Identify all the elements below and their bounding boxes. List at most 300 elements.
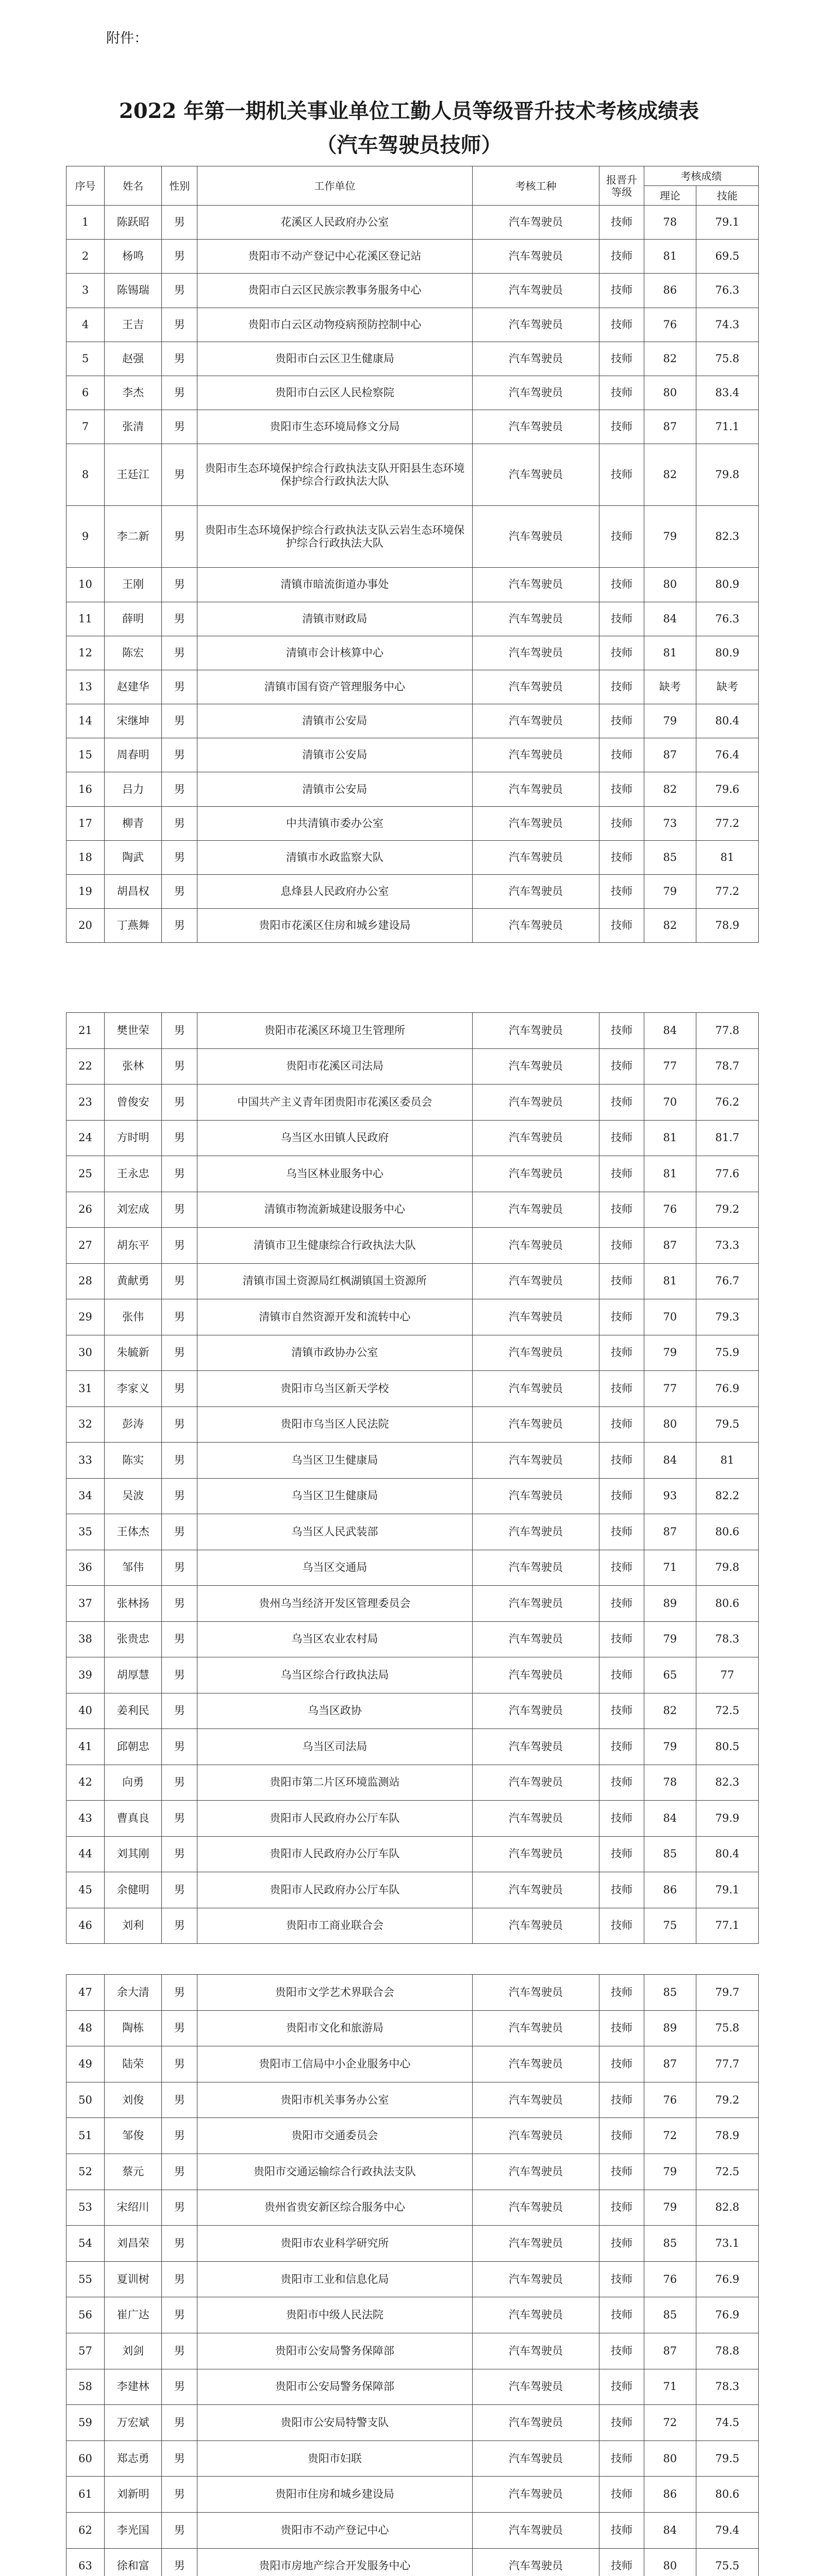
cell-seq: 49 bbox=[66, 2046, 105, 2082]
cell-name: 邹俊 bbox=[105, 2118, 162, 2154]
cell-theory: 80 bbox=[644, 2548, 696, 2576]
cell-theory: 89 bbox=[644, 1586, 696, 1622]
cell-skill: 76.3 bbox=[696, 602, 759, 636]
table-row bbox=[66, 1478, 759, 1514]
table-row bbox=[66, 2405, 759, 2441]
cell-gender: 男 bbox=[162, 1048, 197, 1084]
cell-level: 技师 bbox=[599, 1514, 644, 1550]
cell-seq: 34 bbox=[66, 1478, 105, 1514]
cell-seq: 39 bbox=[66, 1657, 105, 1693]
cell-level: 技师 bbox=[599, 772, 644, 806]
header-scores: 考核成绩 bbox=[644, 166, 758, 186]
cell-skill: 71.1 bbox=[696, 410, 759, 444]
cell-theory: 76 bbox=[644, 2261, 696, 2297]
table-row bbox=[66, 738, 759, 772]
cell-unit: 乌当区水田镇人民政府 bbox=[197, 1120, 472, 1156]
cell-skill: 78.8 bbox=[696, 2333, 759, 2369]
cell-gender: 男 bbox=[162, 2512, 197, 2548]
cell-name: 崔广达 bbox=[105, 2297, 162, 2333]
cell-type: 汽车驾驶员 bbox=[472, 2190, 599, 2226]
cell-type: 汽车驾驶员 bbox=[472, 1586, 599, 1622]
cell-skill: 69.5 bbox=[696, 240, 759, 274]
cell-name: 余健明 bbox=[105, 1872, 162, 1908]
cell-skill: 81 bbox=[696, 840, 759, 874]
cell-type: 汽车驾驶员 bbox=[472, 909, 599, 943]
cell-seq: 59 bbox=[66, 2405, 105, 2441]
cell-seq: 42 bbox=[66, 1765, 105, 1801]
cell-unit: 贵阳市生态环境保护综合行政执法支队开阳县生态环境保护综合行政执法大队 bbox=[197, 444, 472, 506]
table-row bbox=[66, 240, 759, 274]
cell-name: 胡昌权 bbox=[105, 875, 162, 909]
cell-unit: 贵阳市住房和城乡建设局 bbox=[197, 2477, 472, 2513]
header-seq: 序号 bbox=[66, 166, 105, 206]
cell-seq: 55 bbox=[66, 2261, 105, 2297]
cell-theory: 缺考 bbox=[644, 670, 696, 704]
cell-level: 技师 bbox=[599, 738, 644, 772]
table-row bbox=[66, 1013, 759, 1049]
cell-level: 技师 bbox=[599, 2477, 644, 2513]
cell-level: 技师 bbox=[599, 240, 644, 274]
cell-theory: 86 bbox=[644, 274, 696, 308]
cell-gender: 男 bbox=[162, 206, 197, 240]
header-theory: 理论 bbox=[644, 186, 696, 206]
cell-seq: 7 bbox=[66, 410, 105, 444]
cell-unit: 贵阳市交通委员会 bbox=[197, 2118, 472, 2154]
cell-seq: 9 bbox=[66, 506, 105, 568]
cell-unit: 贵阳市白云区卫生健康局 bbox=[197, 342, 472, 376]
cell-type: 汽车驾驶员 bbox=[472, 206, 599, 240]
cell-theory: 85 bbox=[644, 2297, 696, 2333]
cell-skill: 79.2 bbox=[696, 2082, 759, 2118]
cell-type: 汽车驾驶员 bbox=[472, 875, 599, 909]
cell-name: 陶武 bbox=[105, 840, 162, 874]
cell-unit: 清镇市财政局 bbox=[197, 602, 472, 636]
cell-unit: 清镇市水政监察大队 bbox=[197, 840, 472, 874]
cell-unit: 贵阳市乌当区人民法院 bbox=[197, 1406, 472, 1443]
cell-theory: 77 bbox=[644, 1371, 696, 1407]
cell-level: 技师 bbox=[599, 1765, 644, 1801]
cell-unit: 清镇市物流新城建设服务中心 bbox=[197, 1192, 472, 1228]
cell-gender: 男 bbox=[162, 2010, 197, 2046]
cell-seq: 56 bbox=[66, 2297, 105, 2333]
cell-type: 汽车驾驶员 bbox=[472, 568, 599, 602]
cell-theory: 85 bbox=[644, 1975, 696, 2011]
cell-type: 汽车驾驶员 bbox=[472, 2297, 599, 2333]
cell-type: 汽车驾驶员 bbox=[472, 1836, 599, 1872]
attachment-label: 附件： bbox=[106, 30, 148, 46]
cell-gender: 男 bbox=[162, 240, 197, 274]
cell-unit: 贵阳市公安局警务保障部 bbox=[197, 2369, 472, 2405]
cell-unit: 乌当区卫生健康局 bbox=[197, 1478, 472, 1514]
cell-theory: 80 bbox=[644, 1406, 696, 1443]
cell-theory: 72 bbox=[644, 2118, 696, 2154]
table-row bbox=[66, 2010, 759, 2046]
cell-theory: 87 bbox=[644, 1514, 696, 1550]
cell-seq: 19 bbox=[66, 875, 105, 909]
table-row bbox=[66, 1621, 759, 1657]
cell-skill: 82.3 bbox=[696, 1765, 759, 1801]
cell-skill: 78.7 bbox=[696, 1048, 759, 1084]
cell-seq: 35 bbox=[66, 1514, 105, 1550]
cell-name: 李杰 bbox=[105, 376, 162, 410]
cell-name: 薛明 bbox=[105, 602, 162, 636]
cell-name: 赵强 bbox=[105, 342, 162, 376]
cell-name: 张林 bbox=[105, 1048, 162, 1084]
cell-type: 汽车驾驶员 bbox=[472, 1693, 599, 1729]
cell-skill: 83.4 bbox=[696, 376, 759, 410]
cell-level: 技师 bbox=[599, 1299, 644, 1335]
cell-seq: 45 bbox=[66, 1872, 105, 1908]
cell-name: 宋绍川 bbox=[105, 2190, 162, 2226]
cell-type: 汽车驾驶员 bbox=[472, 2154, 599, 2190]
cell-unit: 乌当区林业服务中心 bbox=[197, 1156, 472, 1192]
cell-seq: 47 bbox=[66, 1975, 105, 2011]
cell-skill: 73.3 bbox=[696, 1228, 759, 1264]
cell-gender: 男 bbox=[162, 2190, 197, 2226]
cell-skill: 77.1 bbox=[696, 1908, 759, 1944]
cell-skill: 79.9 bbox=[696, 1801, 759, 1837]
cell-theory: 79 bbox=[644, 1621, 696, 1657]
cell-gender: 男 bbox=[162, 1228, 197, 1264]
cell-seq: 1 bbox=[66, 206, 105, 240]
cell-level: 技师 bbox=[599, 1048, 644, 1084]
cell-unit: 贵州乌当经济开发区管理委员会 bbox=[197, 1586, 472, 1622]
cell-skill: 80.6 bbox=[696, 1586, 759, 1622]
cell-name: 刘其刚 bbox=[105, 1836, 162, 1872]
cell-type: 汽车驾驶员 bbox=[472, 840, 599, 874]
cell-level: 技师 bbox=[599, 1586, 644, 1622]
cell-unit: 贵阳市文学艺术界联合会 bbox=[197, 1975, 472, 2011]
table-row bbox=[66, 2512, 759, 2548]
cell-type: 汽车驾驶员 bbox=[472, 636, 599, 670]
cell-level: 技师 bbox=[599, 704, 644, 738]
cell-level: 技师 bbox=[599, 1693, 644, 1729]
cell-unit: 乌当区交通局 bbox=[197, 1550, 472, 1586]
cell-theory: 80 bbox=[644, 376, 696, 410]
cell-theory: 78 bbox=[644, 1765, 696, 1801]
cell-skill: 82.3 bbox=[696, 506, 759, 568]
cell-gender: 男 bbox=[162, 1013, 197, 1049]
cell-seq: 52 bbox=[66, 2154, 105, 2190]
cell-level: 技师 bbox=[599, 1975, 644, 2011]
cell-theory: 89 bbox=[644, 2010, 696, 2046]
cell-skill: 80.5 bbox=[696, 1729, 759, 1765]
table-row bbox=[66, 1048, 759, 1084]
cell-level: 技师 bbox=[599, 1228, 644, 1264]
header-name: 姓名 bbox=[105, 166, 162, 206]
cell-unit: 贵阳市农业科学研究所 bbox=[197, 2226, 472, 2262]
cell-level: 技师 bbox=[599, 2010, 644, 2046]
cell-name: 周春明 bbox=[105, 738, 162, 772]
cell-gender: 男 bbox=[162, 2046, 197, 2082]
cell-level: 技师 bbox=[599, 840, 644, 874]
table-row bbox=[66, 1156, 759, 1192]
cell-name: 吴波 bbox=[105, 1478, 162, 1514]
table-row bbox=[66, 206, 759, 240]
score-table-page-2 bbox=[66, 1012, 759, 1944]
cell-type: 汽车驾驶员 bbox=[472, 1908, 599, 1944]
header-gender: 性别 bbox=[162, 166, 197, 206]
cell-skill: 82.8 bbox=[696, 2190, 759, 2226]
cell-type: 汽车驾驶员 bbox=[472, 1406, 599, 1443]
cell-type: 汽车驾驶员 bbox=[472, 1550, 599, 1586]
table-row bbox=[66, 2190, 759, 2226]
cell-level: 技师 bbox=[599, 1371, 644, 1407]
cell-level: 技师 bbox=[599, 1550, 644, 1586]
cell-gender: 男 bbox=[162, 1657, 197, 1693]
cell-theory: 85 bbox=[644, 2226, 696, 2262]
cell-skill: 79.8 bbox=[696, 444, 759, 506]
cell-skill: 75.8 bbox=[696, 2010, 759, 2046]
table-row bbox=[66, 1836, 759, 1872]
cell-level: 技师 bbox=[599, 1263, 644, 1299]
cell-type: 汽车驾驶员 bbox=[472, 1443, 599, 1479]
cell-skill: 74.3 bbox=[696, 308, 759, 342]
cell-gender: 男 bbox=[162, 342, 197, 376]
cell-theory: 82 bbox=[644, 909, 696, 943]
cell-theory: 77 bbox=[644, 1048, 696, 1084]
cell-theory: 79 bbox=[644, 2154, 696, 2190]
cell-seq: 3 bbox=[66, 274, 105, 308]
cell-level: 技师 bbox=[599, 806, 644, 840]
cell-type: 汽车驾驶员 bbox=[472, 506, 599, 568]
cell-type: 汽车驾驶员 bbox=[472, 1192, 599, 1228]
cell-unit: 贵阳市不动产登记中心 bbox=[197, 2512, 472, 2548]
cell-gender: 男 bbox=[162, 2154, 197, 2190]
page-subtitle: （汽车驾驶员技师） bbox=[316, 133, 502, 157]
cell-theory: 79 bbox=[644, 1729, 696, 1765]
cell-theory: 85 bbox=[644, 840, 696, 874]
cell-type: 汽车驾驶员 bbox=[472, 2441, 599, 2477]
cell-theory: 82 bbox=[644, 342, 696, 376]
table-row bbox=[66, 1228, 759, 1264]
cell-skill: 76.7 bbox=[696, 1263, 759, 1299]
cell-skill: 79.2 bbox=[696, 1192, 759, 1228]
cell-gender: 男 bbox=[162, 1908, 197, 1944]
cell-gender: 男 bbox=[162, 2297, 197, 2333]
cell-type: 汽车驾驶员 bbox=[472, 806, 599, 840]
cell-gender: 男 bbox=[162, 738, 197, 772]
cell-type: 汽车驾驶员 bbox=[472, 342, 599, 376]
cell-skill: 78.3 bbox=[696, 1621, 759, 1657]
cell-name: 王刚 bbox=[105, 568, 162, 602]
cell-theory: 85 bbox=[644, 1836, 696, 1872]
cell-type: 汽车驾驶员 bbox=[472, 274, 599, 308]
table-row bbox=[66, 1801, 759, 1837]
cell-level: 技师 bbox=[599, 2548, 644, 2576]
cell-name: 姜利民 bbox=[105, 1693, 162, 1729]
cell-skill: 79.7 bbox=[696, 1975, 759, 2011]
cell-type: 汽车驾驶员 bbox=[472, 410, 599, 444]
cell-seq: 4 bbox=[66, 308, 105, 342]
cell-gender: 男 bbox=[162, 410, 197, 444]
cell-theory: 71 bbox=[644, 2369, 696, 2405]
cell-seq: 57 bbox=[66, 2333, 105, 2369]
cell-name: 张清 bbox=[105, 410, 162, 444]
cell-skill: 77.7 bbox=[696, 2046, 759, 2082]
cell-level: 技师 bbox=[599, 308, 644, 342]
cell-seq: 24 bbox=[66, 1120, 105, 1156]
cell-seq: 44 bbox=[66, 1836, 105, 1872]
cell-unit: 贵阳市机关事务办公室 bbox=[197, 2082, 472, 2118]
cell-unit: 贵州省贵安新区综合服务中心 bbox=[197, 2190, 472, 2226]
table-row bbox=[66, 2441, 759, 2477]
cell-seq: 31 bbox=[66, 1371, 105, 1407]
table-row bbox=[66, 2226, 759, 2262]
cell-skill: 80.6 bbox=[696, 1514, 759, 1550]
table-row bbox=[66, 1908, 759, 1944]
cell-gender: 男 bbox=[162, 2405, 197, 2441]
cell-level: 技师 bbox=[599, 376, 644, 410]
cell-theory: 86 bbox=[644, 1872, 696, 1908]
cell-type: 汽车驾驶员 bbox=[472, 1621, 599, 1657]
cell-name: 蔡元 bbox=[105, 2154, 162, 2190]
cell-unit: 乌当区综合行政执法局 bbox=[197, 1657, 472, 1693]
cell-name: 陶栋 bbox=[105, 2010, 162, 2046]
cell-name: 王廷江 bbox=[105, 444, 162, 506]
cell-unit: 清镇市会计核算中心 bbox=[197, 636, 472, 670]
cell-theory: 76 bbox=[644, 2082, 696, 2118]
cell-unit: 清镇市国土资源局红枫湖镇国土资源所 bbox=[197, 1263, 472, 1299]
cell-level: 技师 bbox=[599, 2369, 644, 2405]
cell-gender: 男 bbox=[162, 1693, 197, 1729]
cell-level: 技师 bbox=[599, 602, 644, 636]
cell-level: 技师 bbox=[599, 636, 644, 670]
cell-theory: 81 bbox=[644, 240, 696, 274]
cell-level: 技师 bbox=[599, 1908, 644, 1944]
cell-level: 技师 bbox=[599, 1801, 644, 1837]
table-row bbox=[66, 602, 759, 636]
cell-level: 技师 bbox=[599, 2226, 644, 2262]
cell-unit: 乌当区政协 bbox=[197, 1693, 472, 1729]
cell-theory: 81 bbox=[644, 1263, 696, 1299]
table-row bbox=[66, 1550, 759, 1586]
table-row bbox=[66, 1192, 759, 1228]
table-row bbox=[66, 1084, 759, 1121]
cell-gender: 男 bbox=[162, 1801, 197, 1837]
cell-unit: 贵阳市工业和信息化局 bbox=[197, 2261, 472, 2297]
cell-theory: 87 bbox=[644, 738, 696, 772]
table-row bbox=[66, 1729, 759, 1765]
cell-level: 技师 bbox=[599, 1836, 644, 1872]
cell-theory: 81 bbox=[644, 636, 696, 670]
cell-skill: 72.5 bbox=[696, 1693, 759, 1729]
table-row bbox=[66, 444, 759, 506]
cell-level: 技师 bbox=[599, 1156, 644, 1192]
cell-gender: 男 bbox=[162, 2118, 197, 2154]
cell-seq: 16 bbox=[66, 772, 105, 806]
table-row bbox=[66, 2369, 759, 2405]
cell-type: 汽车驾驶员 bbox=[472, 704, 599, 738]
cell-unit: 乌当区卫生健康局 bbox=[197, 1443, 472, 1479]
cell-theory: 78 bbox=[644, 206, 696, 240]
cell-skill: 78.3 bbox=[696, 2369, 759, 2405]
table-row bbox=[66, 670, 759, 704]
cell-type: 汽车驾驶员 bbox=[472, 1657, 599, 1693]
cell-unit: 贵阳市公安局警务保障部 bbox=[197, 2333, 472, 2369]
cell-name: 郑志勇 bbox=[105, 2441, 162, 2477]
cell-skill: 74.5 bbox=[696, 2405, 759, 2441]
cell-type: 汽车驾驶员 bbox=[472, 2369, 599, 2405]
table-row bbox=[66, 806, 759, 840]
cell-skill: 77.2 bbox=[696, 806, 759, 840]
cell-gender: 男 bbox=[162, 1550, 197, 1586]
cell-seq: 6 bbox=[66, 376, 105, 410]
cell-gender: 男 bbox=[162, 1156, 197, 1192]
cell-seq: 11 bbox=[66, 602, 105, 636]
cell-skill: 80.6 bbox=[696, 2477, 759, 2513]
table-row bbox=[66, 2154, 759, 2190]
cell-unit: 贵阳市乌当区新天学校 bbox=[197, 1371, 472, 1407]
cell-type: 汽车驾驶员 bbox=[472, 2512, 599, 2548]
cell-theory: 82 bbox=[644, 444, 696, 506]
table-row bbox=[66, 1693, 759, 1729]
cell-name: 陈跃昭 bbox=[105, 206, 162, 240]
cell-level: 技师 bbox=[599, 1335, 644, 1371]
cell-skill: 75.5 bbox=[696, 2548, 759, 2576]
cell-theory: 72 bbox=[644, 2405, 696, 2441]
cell-unit: 清镇市自然资源开发和流转中心 bbox=[197, 1299, 472, 1335]
cell-theory: 87 bbox=[644, 1228, 696, 1264]
cell-name: 朱毓新 bbox=[105, 1335, 162, 1371]
cell-type: 汽车驾驶员 bbox=[472, 1872, 599, 1908]
cell-name: 邹伟 bbox=[105, 1550, 162, 1586]
cell-seq: 48 bbox=[66, 2010, 105, 2046]
cell-theory: 79 bbox=[644, 506, 696, 568]
cell-skill: 80.9 bbox=[696, 636, 759, 670]
cell-seq: 12 bbox=[66, 636, 105, 670]
cell-gender: 男 bbox=[162, 1586, 197, 1622]
cell-name: 万宏斌 bbox=[105, 2405, 162, 2441]
cell-name: 陆荣 bbox=[105, 2046, 162, 2082]
cell-theory: 84 bbox=[644, 1013, 696, 1049]
cell-name: 王体杰 bbox=[105, 1514, 162, 1550]
cell-type: 汽车驾驶员 bbox=[472, 2082, 599, 2118]
cell-type: 汽车驾驶员 bbox=[472, 2046, 599, 2082]
cell-gender: 男 bbox=[162, 1478, 197, 1514]
cell-gender: 男 bbox=[162, 1975, 197, 2011]
cell-theory: 81 bbox=[644, 1120, 696, 1156]
table-row bbox=[66, 840, 759, 874]
cell-theory: 73 bbox=[644, 806, 696, 840]
cell-level: 技师 bbox=[599, 1084, 644, 1121]
table-row bbox=[66, 274, 759, 308]
cell-gender: 男 bbox=[162, 2082, 197, 2118]
cell-name: 柳青 bbox=[105, 806, 162, 840]
cell-type: 汽车驾驶员 bbox=[472, 444, 599, 506]
cell-level: 技师 bbox=[599, 1192, 644, 1228]
cell-unit: 乌当区司法局 bbox=[197, 1729, 472, 1765]
cell-type: 汽车驾驶员 bbox=[472, 2261, 599, 2297]
cell-name: 陈宏 bbox=[105, 636, 162, 670]
cell-theory: 79 bbox=[644, 704, 696, 738]
cell-type: 汽车驾驶员 bbox=[472, 1975, 599, 2011]
cell-gender: 男 bbox=[162, 1335, 197, 1371]
cell-level: 技师 bbox=[599, 1478, 644, 1514]
cell-level: 技师 bbox=[599, 2333, 644, 2369]
cell-unit: 贵阳市人民政府办公厅车队 bbox=[197, 1801, 472, 1837]
cell-skill: 77.8 bbox=[696, 1013, 759, 1049]
cell-theory: 71 bbox=[644, 1550, 696, 1586]
cell-theory: 86 bbox=[644, 2477, 696, 2513]
cell-gender: 男 bbox=[162, 2261, 197, 2297]
cell-seq: 63 bbox=[66, 2548, 105, 2576]
table-row bbox=[66, 2261, 759, 2297]
cell-type: 汽车驾驶员 bbox=[472, 2226, 599, 2262]
cell-seq: 23 bbox=[66, 1084, 105, 1121]
cell-seq: 17 bbox=[66, 806, 105, 840]
cell-theory: 80 bbox=[644, 568, 696, 602]
